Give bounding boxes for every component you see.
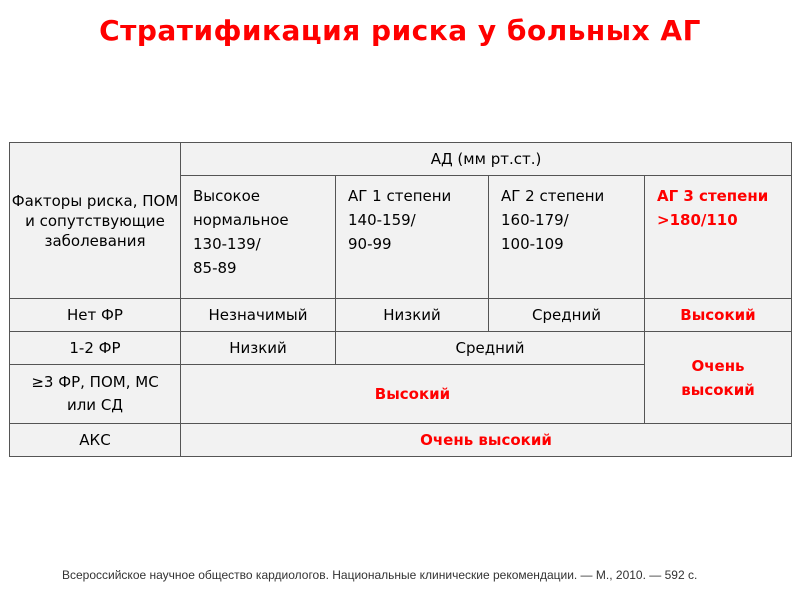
grade-label: Высокое нормальное bbox=[193, 187, 289, 229]
grade-range: 130-139/ bbox=[193, 235, 261, 253]
grade-label: АГ 2 степени bbox=[501, 187, 605, 205]
risk-cell: Низкий bbox=[181, 332, 336, 365]
risk-cell: Средний bbox=[336, 332, 645, 365]
table-row bbox=[10, 332, 792, 365]
grade-range: >180/110 bbox=[657, 211, 738, 229]
grade-label: АГ 3 степени bbox=[657, 187, 769, 205]
factor-cell: ≥3 ФР, ПОМ, МС или СД bbox=[10, 365, 181, 424]
table-row bbox=[10, 299, 792, 332]
grade-range: 100-109 bbox=[501, 235, 564, 253]
table-row bbox=[10, 424, 792, 457]
grade-1 bbox=[336, 176, 489, 299]
risk-cell: Очень высокий bbox=[645, 332, 792, 424]
bp-header: АД (мм рт.ст.) bbox=[181, 143, 792, 176]
risk-cell: Высокий bbox=[181, 365, 645, 424]
table-header-row bbox=[10, 143, 792, 176]
grade-range: 140-159/ bbox=[348, 211, 416, 229]
factor-cell: Нет ФР bbox=[10, 299, 181, 332]
risk-stratification-table bbox=[9, 142, 792, 457]
factor-cell: 1-2 ФР bbox=[10, 332, 181, 365]
grade-label: АГ 1 степени bbox=[348, 187, 452, 205]
citation-footer: Всероссийское научное общество кардиологов. Национальные клинические рекомендации. — М., 2010. — 592 с. bbox=[62, 568, 698, 582]
grade-3 bbox=[645, 176, 792, 299]
grade-high-normal bbox=[181, 176, 336, 299]
risk-cell: Незначимый bbox=[181, 299, 336, 332]
slide-title: Стратификация риска у больных АГ bbox=[99, 14, 701, 47]
risk-cell: Средний bbox=[489, 299, 645, 332]
risk-cell: Низкий bbox=[336, 299, 489, 332]
factors-header: Факторы риска, ПОМ и сопутствующие заболевания bbox=[10, 143, 181, 299]
risk-cell: Очень высокий bbox=[181, 424, 792, 457]
risk-cell: Высокий bbox=[645, 299, 792, 332]
grade-range: 90-99 bbox=[348, 235, 392, 253]
grade-2 bbox=[489, 176, 645, 299]
grade-range: 85-89 bbox=[193, 259, 237, 277]
grade-range: 160-179/ bbox=[501, 211, 569, 229]
factor-cell: АКС bbox=[10, 424, 181, 457]
